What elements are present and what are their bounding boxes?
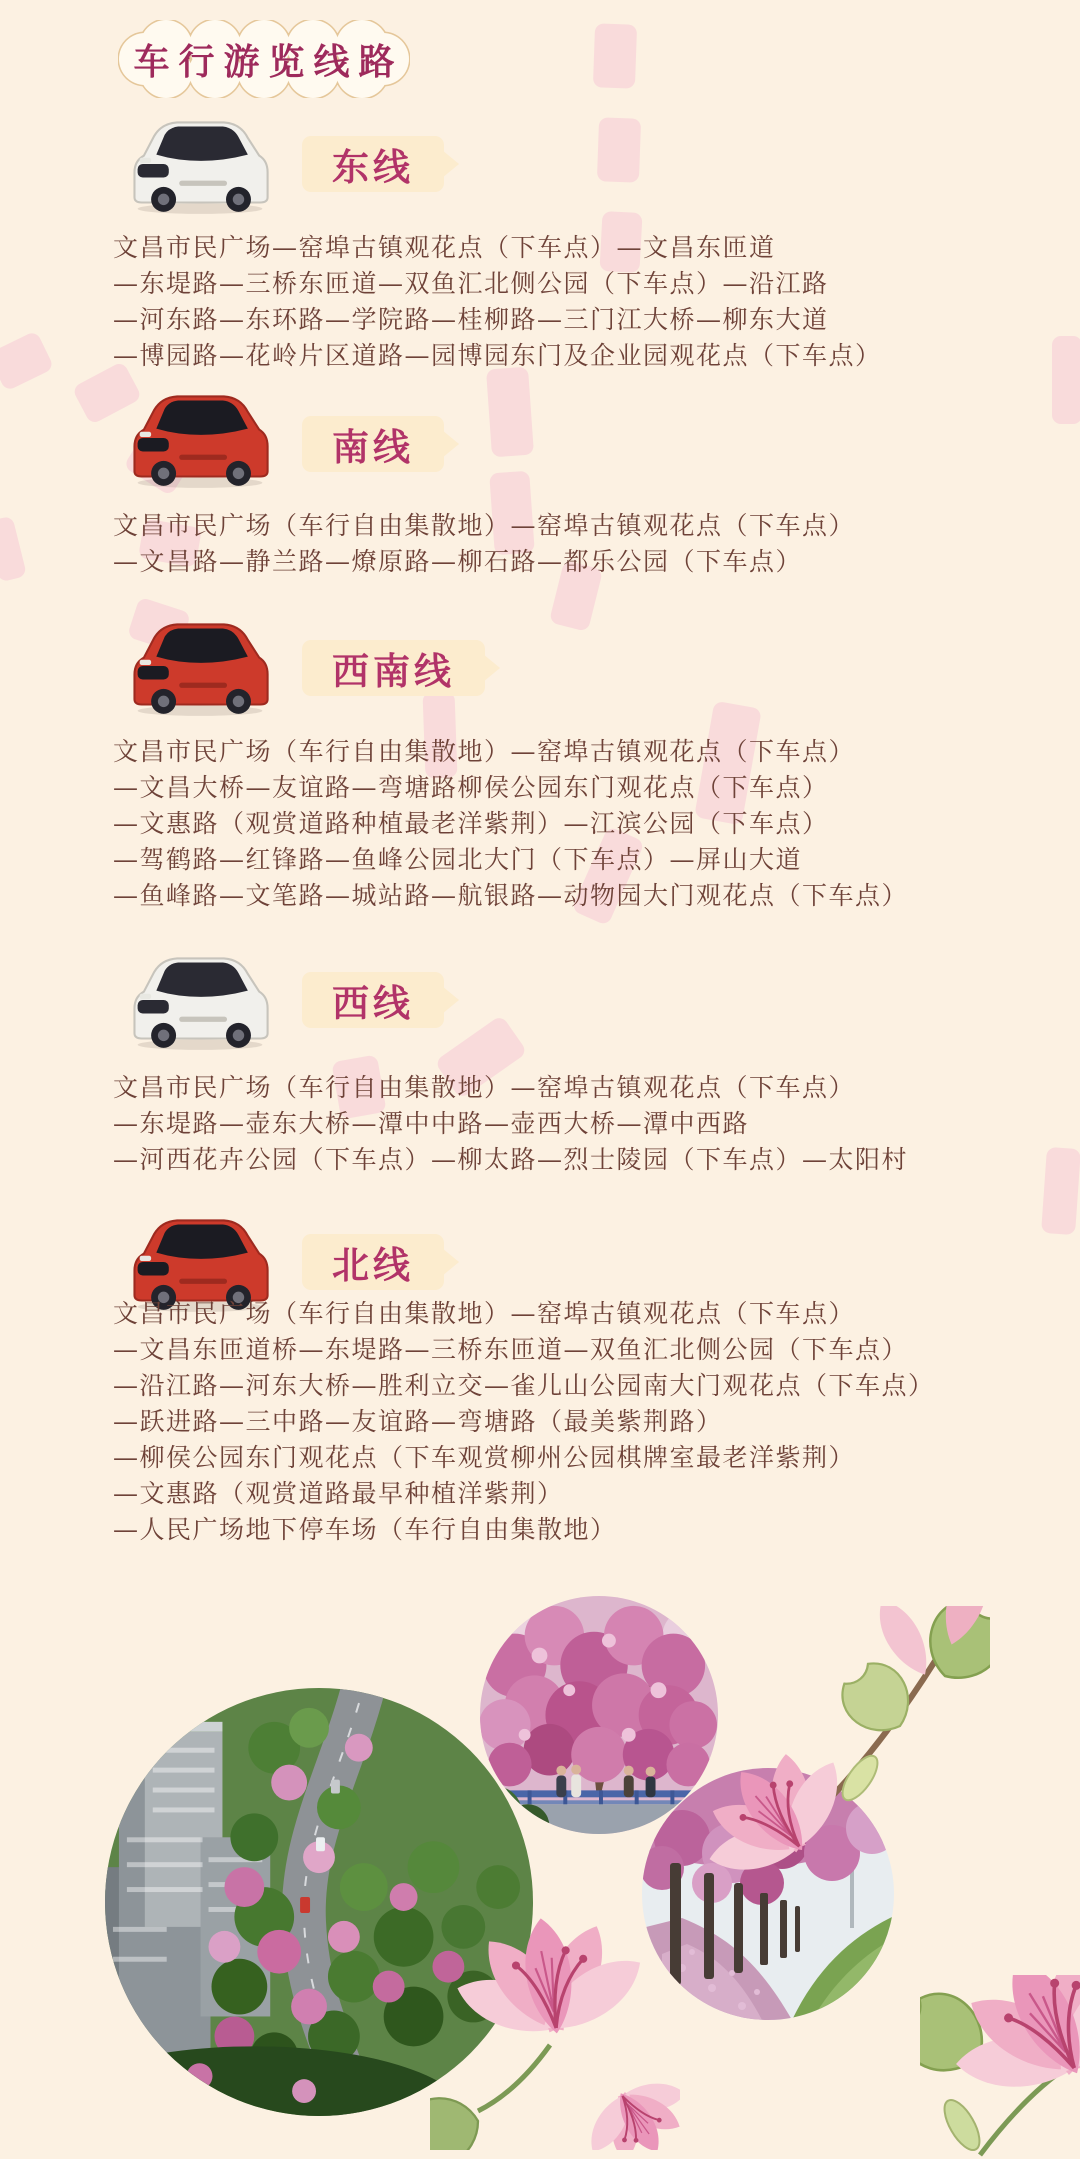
- bauhinia-corner-illustration: [920, 1975, 1080, 2159]
- blossom-trees-photo: [480, 1596, 718, 1834]
- pink-dash-decoration: [0, 330, 54, 391]
- pink-dash-decoration: [597, 117, 641, 182]
- section-label-badge-west: [302, 972, 444, 1028]
- section-label: 北线: [332, 1243, 414, 1287]
- route-list-west: [113, 1070, 908, 1178]
- white-car-icon: [112, 948, 288, 1052]
- route-line: —跃进路—三中路—友谊路—弯塘路（最美紫荆路）: [113, 1407, 723, 1436]
- route-line: —沿江路—河东大桥—胜利立交—雀儿山公园南大门观花点（下车点）: [113, 1371, 935, 1400]
- red-car-icon: [112, 614, 288, 718]
- pink-dash-decoration: [1041, 1147, 1080, 1235]
- red-car-icon: [112, 386, 288, 490]
- route-line: —人民广场地下停车场（车行自由集散地）: [113, 1515, 617, 1544]
- pink-dash-decoration: [486, 367, 534, 458]
- route-line: 文昌市民广场（车行自由集散地）—窑埠古镇观花点（下车点）: [113, 1299, 856, 1328]
- section-label-badge-north: [302, 1234, 444, 1290]
- section-label: 西南线: [332, 649, 455, 693]
- route-line: —河西花卉公园（下车点）—柳太路—烈士陵园（下车点）—太阳村: [113, 1145, 909, 1174]
- pink-dash-decoration: [593, 23, 637, 88]
- route-line: —驾鹤路—红锋路—鱼峰公园北大门（下车点）—屏山大道: [113, 845, 803, 874]
- route-line: —文昌路—静兰路—燎原路—柳石路—都乐公园（下车点）: [113, 547, 803, 576]
- route-line: —博园路—花岭片区道路—园博园东门及企业园观花点（下车点）: [113, 341, 882, 370]
- route-line: —文昌东匝道桥—东堤路—三桥东匝道—双鱼汇北侧公园（下车点）: [113, 1335, 909, 1364]
- section-label-badge-southwest: [302, 640, 485, 696]
- route-line: —文惠路（观赏道路最早种植洋紫荆）: [113, 1479, 564, 1508]
- pink-dash-decoration: [0, 516, 27, 583]
- section-label-badge-south: [302, 416, 444, 472]
- section-label: 南线: [332, 425, 414, 469]
- page-title: 车行游览线路: [133, 40, 404, 83]
- pink-dash-decoration: [1052, 336, 1080, 424]
- bauhinia-flower-illustration: [430, 1915, 680, 2150]
- white-car-icon: [112, 112, 288, 216]
- bauhinia-branch-illustration: [700, 1606, 990, 1936]
- route-line: 文昌市民广场（车行自由集散地）—窑埠古镇观花点（下车点）: [113, 511, 856, 540]
- route-line: 文昌市民广场—窑埠古镇观花点（下车点）—文昌东匝道: [113, 233, 776, 262]
- route-list-southwest: [113, 734, 908, 914]
- route-line: 文昌市民广场（车行自由集散地）—窑埠古镇观花点（下车点）: [113, 1073, 856, 1102]
- route-list-south: [113, 508, 855, 580]
- route-line: —东堤路—壶东大桥—潭中中路—壶西大桥—潭中西路: [113, 1109, 750, 1138]
- route-line: 文昌市民广场（车行自由集散地）—窑埠古镇观花点（下车点）: [113, 737, 856, 766]
- section-label: 西线: [332, 981, 414, 1025]
- route-line: —河东路—东环路—学院路—桂柳路—三门江大桥—柳东大道: [113, 305, 829, 334]
- route-line: —柳侯公园东门观花点（下车观赏柳州公园棋牌室最老洋紫荆）: [113, 1443, 856, 1472]
- route-list-east: [113, 230, 882, 374]
- section-label-badge-east: [302, 136, 444, 192]
- page-title-badge: [118, 20, 410, 98]
- route-line: —鱼峰路—文笔路—城站路—航银路—动物园大门观花点（下车点）: [113, 881, 909, 910]
- section-label: 东线: [332, 145, 414, 189]
- route-line: —东堤路—三桥东匝道—双鱼汇北侧公园（下车点）—沿江路: [113, 269, 829, 298]
- route-line: —文昌大桥—友谊路—弯塘路柳侯公园东门观花点（下车点）: [113, 773, 829, 802]
- route-list-north: [113, 1296, 935, 1548]
- route-line: —文惠路（观赏道路种植最老洋紫荆）—江滨公园（下车点）: [113, 809, 829, 838]
